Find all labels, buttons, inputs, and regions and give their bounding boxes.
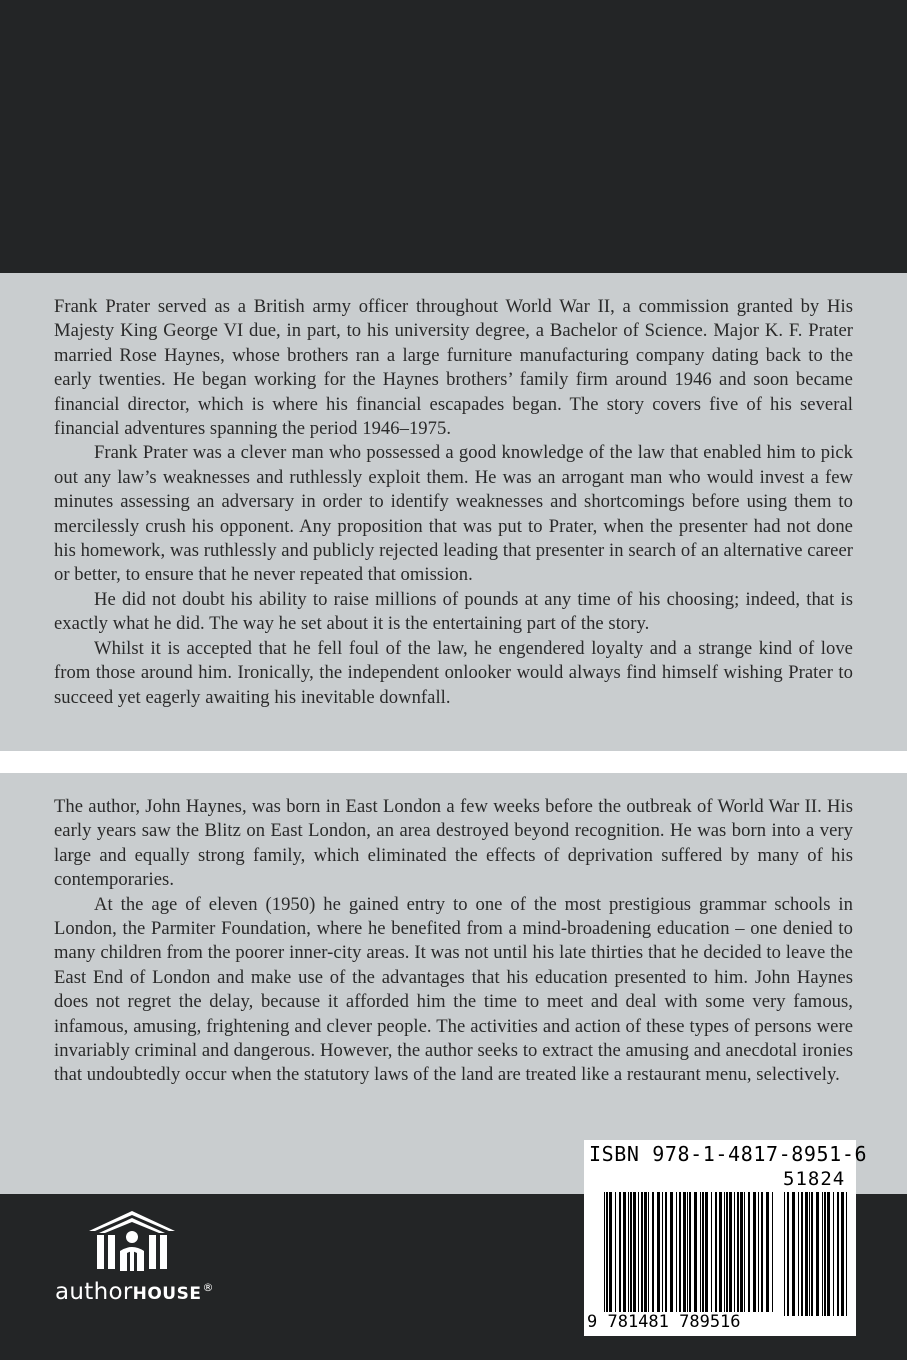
barcode-bar xyxy=(737,1192,739,1316)
barcode-bar xyxy=(841,1192,844,1316)
barcode-bar xyxy=(705,1192,708,1316)
ean13-bars xyxy=(602,1192,778,1316)
price-code: 51824 xyxy=(783,1168,846,1190)
barcode-bar xyxy=(700,1192,701,1316)
barcode-bar xyxy=(724,1192,725,1316)
barcode-bar xyxy=(711,1192,712,1316)
barcode-bar xyxy=(702,1192,704,1316)
barcode-bar xyxy=(734,1192,735,1316)
addon-bars xyxy=(782,1192,850,1316)
top-dark-band xyxy=(0,0,907,273)
barcode-bar xyxy=(753,1192,756,1316)
barcode-bar xyxy=(761,1192,763,1316)
barcode-bar xyxy=(609,1192,612,1316)
publisher-name-part2: HOUSE xyxy=(132,1284,202,1304)
barcode-bar xyxy=(837,1192,839,1316)
barcode-bar xyxy=(683,1192,686,1316)
barcode-bar xyxy=(816,1192,819,1316)
barcode-bar xyxy=(740,1192,743,1316)
barcode-bar xyxy=(606,1192,608,1316)
barcode-bar xyxy=(670,1192,673,1316)
synopsis-paragraph-1: Frank Prater served as a British army officer throughout World War II, a commission granted by His Majesty King George VI due, in part, to his university degree, a Bachelor of Science. Major K. F. Prater married Rose Haynes, whose brothers ran a large furniture manufacturing company dating back to the early twenties. He began working for the Haynes brothers’ family firm around 1946 and soon became financial director, which is where his financial escapades began. The story covers five of his several financial adventures spanning the period 1946–1975. xyxy=(54,296,853,440)
barcode-bar xyxy=(811,1192,813,1316)
trademark-symbol: ® xyxy=(202,1281,214,1294)
barcode-bar xyxy=(827,1192,830,1316)
barcode-bar xyxy=(648,1192,649,1316)
publisher-logo xyxy=(55,1209,255,1319)
barcode-bar xyxy=(744,1192,745,1316)
synopsis-paragraph-4: Whilst it is accepted that he fell foul of the law, he engendered loyalty and a strange kind of love from those around him. Ironically, the independent onlooker would always find himself wishing Prater to succeed yet eagerly awaiting his inevitable downfall. xyxy=(54,637,853,708)
barcode-bar xyxy=(662,1192,663,1316)
barcode-bar xyxy=(679,1192,681,1316)
author-bio-paragraph-2: At the age of eleven (1950) he gained entry to one of the most prestigious grammar schools in London, the Parmiter Foundation, where he benefited from a mind-broadening education – one denied to many children from the poorer inner-city areas. It was not until his late thirties that he decided to leave the East End of London and make use of the advantages that his education presented to him. John Haynes does not regret the delay, because it afforded him the time to meet and deal with some very famous, infamous, amusing, frightening and clever people. The activities and action of these types of persons were invariably criminal and dangerous. However, the author seeks to extract the amusing and anecdotal ironies that undoubtedly occur when the statutory laws of the land are treated like a restaurant menu, selectively. xyxy=(54,893,853,1086)
barcode-bar xyxy=(604,1192,605,1316)
barcode-bar xyxy=(772,1192,773,1316)
barcode-bar xyxy=(694,1192,697,1316)
barcode-bar xyxy=(726,1192,728,1316)
publisher-name-part1: author xyxy=(55,1279,133,1305)
barcode-bar xyxy=(833,1192,834,1316)
barcode-bar xyxy=(719,1192,722,1316)
barcode-bar xyxy=(784,1192,785,1316)
barcode-bar xyxy=(657,1192,660,1316)
publisher-name xyxy=(55,1279,214,1305)
barcode-bar xyxy=(805,1192,808,1316)
barcode-bar xyxy=(687,1192,688,1316)
barcode-bar xyxy=(824,1192,826,1316)
barcode-bar xyxy=(809,1192,810,1316)
synopsis-paragraph-3: He did not doubt his ability to raise millions of pounds at any time of his choosing; indeed, that is exactly what he did. The way he set about it is the entertaining part of the story. xyxy=(54,588,853,635)
barcode-bar xyxy=(633,1192,636,1316)
author-bio-panel xyxy=(0,773,907,1194)
barcode-bar xyxy=(715,1192,717,1316)
barcode-bar xyxy=(628,1192,629,1316)
barcode-bar xyxy=(822,1192,823,1316)
barcode-bar xyxy=(748,1192,750,1316)
barcode-bar xyxy=(766,1192,769,1316)
barcode-bar xyxy=(798,1192,799,1316)
barcode-bar xyxy=(846,1192,847,1316)
barcode-bar xyxy=(630,1192,632,1316)
barcode-bar xyxy=(644,1192,647,1316)
author-bio-paragraph-1: The author, John Haynes, was born in East London a few weeks before the outbreak of World War II. His early years saw the Blitz on East London, an area destroyed beyond recognition. He was born into a very large and equally strong family, which eliminated the effects of deprivation suffered by many of his contemporaries. xyxy=(54,796,853,891)
barcode-digits: 9 781481 789516 xyxy=(587,1312,777,1332)
isbn-label: ISBN 978-1-4817-8951-6 xyxy=(589,1142,868,1166)
isbn-barcode xyxy=(584,1140,868,1336)
barcode-bar xyxy=(792,1192,795,1316)
synopsis-paragraph-2: Frank Prater was a clever man who possessed a good knowledge of the law that enabled him to pick out any law’s weaknesses and ruthlessly exploit them. He was an arrogant man who would invest a few minutes assessing an adversary in order to identify weaknesses and shortcomings before using them to mercilessly crush his opponent. Any proposition that was put to Prater, when the presenter had not done his homework, was ruthlessly and publicly rejected leading that presenter in search of an alternative career or better, to ensure that he never repeated that omission. xyxy=(54,442,853,586)
barcode-bar xyxy=(615,1192,616,1316)
barcode-bar xyxy=(676,1192,677,1316)
barcode-bar xyxy=(623,1192,626,1316)
publisher-house-logo-icon xyxy=(87,1209,177,1273)
barcode-bar xyxy=(689,1192,691,1316)
barcode-bar xyxy=(801,1192,803,1316)
panel-divider xyxy=(0,751,907,773)
barcode-bar xyxy=(787,1192,789,1316)
barcode-bar xyxy=(729,1192,732,1316)
barcode-bar xyxy=(758,1192,759,1316)
barcode-bar xyxy=(641,1192,643,1316)
barcode-bar xyxy=(619,1192,621,1316)
synopsis-panel xyxy=(0,273,907,751)
barcode-bar xyxy=(638,1192,639,1316)
barcode-bar xyxy=(652,1192,654,1316)
barcode-bar xyxy=(665,1192,667,1316)
